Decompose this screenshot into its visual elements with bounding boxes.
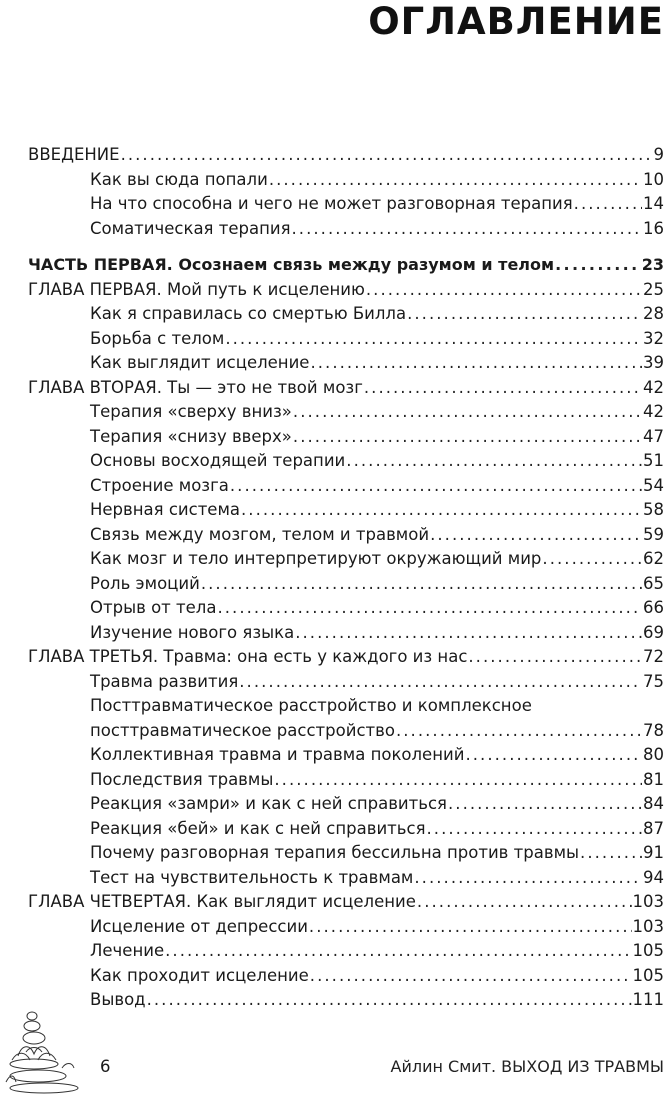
toc-entry-page: 9	[653, 145, 664, 164]
toc-entry	[28, 351, 664, 376]
dot-leader	[230, 474, 642, 499]
toc-entry	[28, 425, 664, 450]
toc-entry-page: 39	[643, 353, 664, 372]
toc-entry-label: Борьба с телом	[90, 328, 225, 348]
toc-entry-label: Коллективная травма и травма поколений	[90, 745, 465, 764]
toc-entry-label: Основы восходящей терапии	[90, 451, 346, 470]
toc-entry-page: 87	[643, 818, 664, 838]
toc-entry-label: Последствия травмы	[90, 769, 274, 789]
toc-entry-label: Посттравматическое расстройство и комплексное	[90, 696, 532, 715]
toc-entry-label: ВВЕДЕНИЕ	[28, 145, 120, 164]
dot-leader	[293, 425, 642, 450]
toc-entry-label: ГЛАВА ВТОРАЯ. Ты — это не твой мозг	[28, 377, 363, 397]
toc-entry	[28, 621, 664, 646]
dot-leader	[364, 376, 642, 401]
toc-entry-label: Тест на чувствительность к травмам	[90, 867, 414, 887]
toc-entry-page: 54	[643, 475, 664, 495]
toc-entry-page: 62	[643, 549, 664, 568]
toc-entry	[28, 596, 664, 621]
dot-leader	[417, 890, 632, 915]
toc-entry	[28, 217, 664, 242]
toc-entry-label: Роль эмоций	[90, 573, 200, 593]
toc-entry-label: ГЛАВА ПЕРВАЯ. Мой путь к исцелению	[28, 279, 365, 299]
toc-entry-page: 111	[632, 990, 664, 1009]
toc-entry-label: Травма развития	[90, 671, 239, 691]
toc-entry	[28, 547, 664, 572]
dot-leader	[396, 719, 642, 744]
toc-entry	[28, 964, 664, 989]
toc-entry-label: ГЛАВА ТРЕТЬЯ. Травма: она есть у каждого из нас	[28, 647, 468, 666]
toc-entry-label: Реакция «замри» и как с ней справиться	[90, 794, 447, 813]
dot-leader	[468, 645, 642, 670]
toc-entry-page: 42	[643, 377, 664, 397]
dot-leader	[580, 841, 642, 866]
dot-leader	[293, 400, 642, 425]
toc-entry-label: ЧАСТЬ ПЕРВАЯ. Осознаем связь между разумом и телом	[28, 255, 555, 274]
toc-entry-page: 42	[643, 402, 664, 421]
toc-entry	[28, 523, 664, 548]
toc-entry	[28, 168, 664, 193]
toc-entry	[28, 645, 664, 670]
dot-leader	[555, 253, 641, 278]
toc-entry	[28, 915, 664, 940]
dot-leader	[292, 217, 642, 242]
toc-entry-page: 16	[643, 218, 664, 238]
toc-entry	[28, 841, 664, 866]
dot-leader	[346, 449, 642, 474]
toc-entry-label: Терапия «сверху вниз»	[90, 402, 292, 421]
toc-entry	[28, 939, 664, 964]
toc-entry-label: Как мозг и тело интерпретируют окружающий мир	[90, 549, 542, 568]
dot-leader	[574, 192, 642, 217]
dot-leader	[165, 939, 631, 964]
toc-entry-label: посттравматическое расстройство	[90, 720, 395, 740]
toc-entry-page: 78	[643, 720, 664, 740]
toc-entry-label: Связь между мозгом, телом и травмой	[90, 524, 430, 544]
dot-leader	[448, 792, 642, 817]
toc-entry-page: 72	[643, 647, 664, 666]
toc-entry	[28, 192, 664, 217]
dot-leader	[414, 866, 642, 891]
toc-entry	[28, 866, 664, 891]
toc-entry-label: Нервная система	[90, 500, 241, 519]
page-number: 6	[100, 1057, 111, 1076]
toc-entry-label: Как я справилась со смертью Билла	[90, 304, 407, 323]
toc-entry-label: ГЛАВА ЧЕТВЕРТАЯ. Как выглядит исцеление	[28, 892, 416, 911]
toc-entry-label: Как выглядит исцеление	[90, 353, 310, 372]
toc-entry-page: 69	[643, 622, 664, 642]
toc-entry-label: Лечение	[90, 941, 165, 960]
toc-entry-page: 66	[643, 598, 664, 617]
dot-leader	[147, 988, 632, 1013]
toc-entry	[28, 253, 664, 278]
toc-entry-label: Исцеление от депрессии	[90, 916, 308, 936]
dot-leader	[217, 596, 642, 621]
toc-entry-page: 75	[643, 671, 664, 691]
toc-entry	[28, 890, 664, 915]
toc-entry-page: 47	[643, 426, 664, 446]
toc-entry	[28, 572, 664, 597]
toc-entry-page: 91	[643, 843, 664, 862]
toc-entry-label: На что способна и чего не может разговорная терапия	[90, 194, 573, 213]
dot-leader	[407, 302, 642, 327]
toc-entry	[28, 670, 664, 695]
toc-entry-page: 28	[643, 304, 664, 323]
toc-entry-page: 103	[632, 916, 664, 936]
dot-leader	[309, 915, 632, 940]
toc-entry-page: 94	[643, 867, 664, 887]
toc-entry-page: 23	[641, 255, 664, 274]
toc-entry	[28, 768, 664, 793]
toc-entry-page: 14	[643, 194, 664, 213]
page-title: ОГЛАВЛЕНИЕ	[368, 0, 664, 43]
toc-entry	[28, 400, 664, 425]
toc-entry-page: 59	[643, 524, 664, 544]
dot-leader	[225, 327, 642, 352]
toc-entry	[28, 143, 664, 168]
toc-entry-label: Соматическая терапия	[90, 218, 291, 238]
dot-leader	[310, 351, 642, 376]
dot-leader	[295, 621, 642, 646]
toc-entry-page: 25	[643, 279, 664, 299]
toc-entry-label: Почему разговорная терапия бессильна против травмы	[90, 843, 580, 862]
toc-entry	[28, 449, 664, 474]
toc-entry	[28, 327, 664, 352]
toc-entry	[28, 278, 664, 303]
toc-entry-page: 105	[632, 941, 664, 960]
toc-entry-label: Как вы сюда попали	[90, 169, 268, 189]
toc-entry	[28, 988, 664, 1013]
toc-entry-label: Терапия «снизу вверх»	[90, 426, 292, 446]
dot-leader	[310, 964, 632, 989]
toc-entry	[28, 817, 664, 842]
toc-entry-label: Вывод	[90, 990, 146, 1009]
toc-entry	[28, 719, 664, 744]
toc-entry-label: Изучение нового языка	[90, 622, 295, 642]
dot-leader	[427, 817, 643, 842]
toc-entry	[28, 743, 664, 768]
toc-entry-page: 10	[643, 169, 664, 189]
toc-entry-page: 103	[632, 892, 664, 911]
toc-entry-page: 65	[643, 573, 664, 593]
toc-entry-page: 84	[643, 794, 664, 813]
dot-leader	[241, 498, 642, 523]
dot-leader	[201, 572, 642, 597]
toc-entry-page: 80	[643, 745, 664, 764]
stacked-stones-lotus-icon	[4, 1004, 96, 1094]
dot-leader	[121, 143, 653, 168]
toc-entry	[28, 376, 664, 401]
table-of-contents	[28, 143, 664, 1013]
toc-entry-label: Отрыв от тела	[90, 598, 217, 617]
dot-leader	[366, 278, 642, 303]
toc-entry	[28, 474, 664, 499]
toc-entry-label: Как проходит исцеление	[90, 965, 309, 985]
running-title: Айлин Смит. ВЫХОД ИЗ ТРАВМЫ	[390, 1057, 664, 1076]
dot-leader	[542, 547, 642, 572]
toc-entry-label: Строение мозга	[90, 475, 229, 495]
toc-entry	[28, 498, 664, 523]
dot-leader	[239, 670, 642, 695]
toc-entry-label: Реакция «бей» и как с ней справиться	[90, 818, 426, 838]
toc-entry-page: 51	[643, 451, 664, 470]
toc-entry-page: 105	[632, 965, 664, 985]
toc-entry	[28, 694, 664, 719]
dot-leader	[274, 768, 642, 793]
toc-entry-page: 58	[643, 500, 664, 519]
dot-leader	[465, 743, 642, 768]
toc-entry-page: 81	[643, 769, 664, 789]
toc-entry	[28, 792, 664, 817]
dot-leader	[430, 523, 642, 548]
toc-entry-page: 32	[643, 328, 664, 348]
toc-entry	[28, 302, 664, 327]
dot-leader	[269, 168, 642, 193]
